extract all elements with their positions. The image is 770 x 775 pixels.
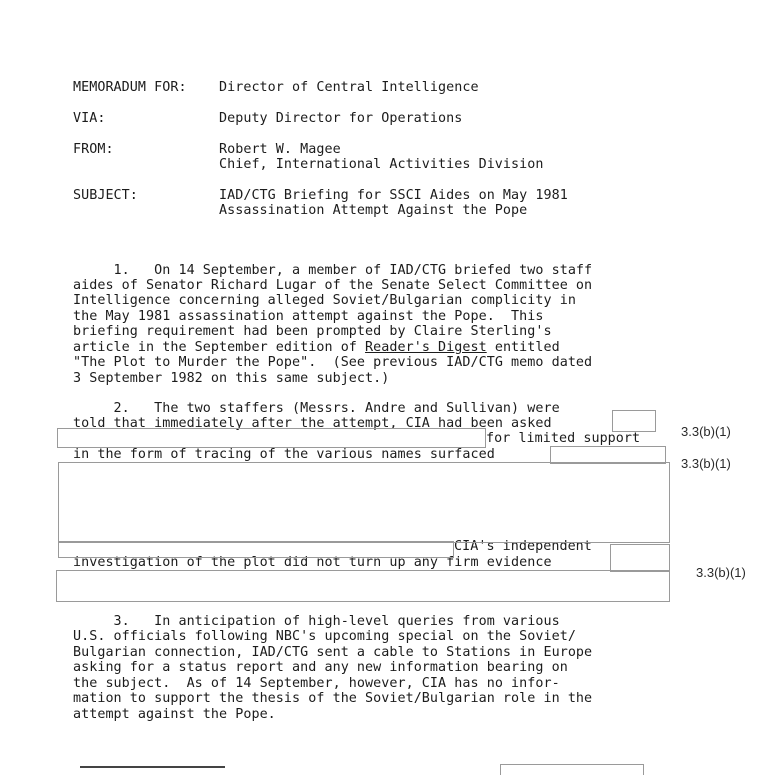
- via-value: Deputy Director for Operations: [219, 111, 463, 126]
- from-name: Robert W. Magee: [219, 142, 341, 157]
- p1-line-7: "The Plot to Murder the Pope". (See previous IAD/CTG memo dated: [73, 355, 593, 370]
- p1-line-4: the May 1981 assassination attempt against the Pope. This: [73, 309, 544, 324]
- redaction-box: [610, 544, 670, 572]
- p3-line-3: Bulgarian connection, IAD/CTG sent a cable to Stations in Europe: [73, 645, 593, 660]
- from-title: Chief, International Activities Division: [219, 157, 544, 172]
- redaction-code-3: 3.3(b)(1): [696, 565, 746, 580]
- p1-line-6-start: article in the September edition of: [73, 340, 366, 355]
- p3-line-5: the subject. As of 14 September, however, CIA has no infor-: [73, 676, 560, 691]
- p3-line-6: mation to support the thesis of the Soviet/Bulgarian role in the: [73, 691, 593, 706]
- p1-line-8: 3 September 1982 on this same subject.): [73, 371, 390, 386]
- p2-line-5: CIA's independent: [454, 539, 592, 554]
- p2-line-4: in the form of tracing of the various names surfaced: [73, 447, 495, 462]
- subject-line-1: IAD/CTG Briefing for SSCI Aides on May 1981: [219, 188, 568, 203]
- p1-line-6-end: entitled: [486, 340, 560, 355]
- p1-line-2: aides of Senator Richard Lugar of the Senate Select Committee on: [73, 278, 593, 293]
- from-label: FROM:: [73, 142, 114, 157]
- p1-line-6: [73, 340, 560, 356]
- readers-digest-title: Reader's Digest: [365, 340, 487, 355]
- redaction-box: [58, 541, 454, 558]
- p1-line-5: briefing requirement had been prompted by Claire Sterling's: [73, 324, 552, 339]
- p2-line-2: told that immediately after the attempt, CIA had been asked: [73, 416, 552, 431]
- redaction-box: [612, 410, 656, 432]
- p3-line-2: U.S. officials following NBC's upcoming special on the Soviet/: [73, 629, 576, 644]
- subject-line-2: Assassination Attempt Against the Pope: [219, 203, 528, 218]
- p3-line-7: attempt against the Pope.: [73, 707, 276, 722]
- p2-line-6: investigation of the plot did not turn up any firm evidence: [73, 555, 552, 570]
- p1-line-1: 1. On 14 September, a member of IAD/CTG briefed two staff: [73, 263, 593, 278]
- redaction-box-large: [58, 462, 670, 543]
- redaction-box: [56, 570, 670, 602]
- strikethrough-rule: [80, 766, 225, 768]
- via-label: VIA:: [73, 111, 106, 126]
- redaction-box: [57, 428, 486, 448]
- p3-line-4: asking for a status report and any new information bearing on: [73, 660, 568, 675]
- p3-line-1: 3. In anticipation of high-level queries from various: [73, 614, 560, 629]
- p2-line-3: for limited support: [486, 431, 641, 446]
- subject-label: SUBJECT:: [73, 188, 138, 203]
- redaction-code-2: 3.3(b)(1): [681, 456, 731, 471]
- p1-line-3: Intelligence concerning alleged Soviet/Bulgarian complicity in: [73, 293, 576, 308]
- p2-line-1: 2. The two staffers (Messrs. Andre and Sullivan) were: [73, 401, 560, 416]
- memo-for-label: MEMORADUM FOR:: [73, 80, 187, 95]
- redaction-code-1: 3.3(b)(1): [681, 424, 731, 439]
- memo-for-value: Director of Central Intelligence: [219, 80, 479, 95]
